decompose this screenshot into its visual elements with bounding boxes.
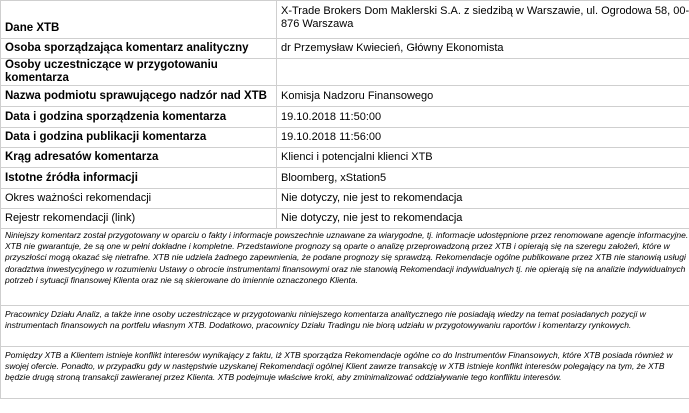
disclaimer-row bbox=[1, 306, 689, 347]
row-value bbox=[277, 59, 689, 86]
row-label: Okres ważności rekomendacji bbox=[1, 189, 277, 209]
row-label: Dane XTB bbox=[1, 1, 277, 39]
row-value: Nie dotyczy, nie jest to rekomendacja bbox=[277, 209, 689, 229]
table-row bbox=[1, 189, 689, 209]
row-label: Osoba sporządzająca komentarz analityczny bbox=[1, 39, 277, 59]
row-label: Nazwa podmiotu sprawującego nadzór nad XTB bbox=[1, 86, 277, 107]
disclaimer-text: Pracownicy Działu Analiz, a także inne osoby uczestniczące w przygotowaniu niniejszego komentarza analitycznego nie posiadają wiedzy na temat posiadanych pozycji w instrumentach finansowych na portfelu własnym XTB. Dodatkowo, pracownicy Działu Tradingu nie biorą udziału w przygotowywaniu raportów i komentarzy rynkowych. bbox=[1, 306, 689, 347]
table-row bbox=[1, 1, 689, 39]
disclaimer-row bbox=[1, 229, 689, 306]
disclaimer-row bbox=[1, 347, 689, 399]
table-row bbox=[1, 168, 689, 189]
table-row bbox=[1, 128, 689, 148]
disclaimer-text: Pomiędzy XTB a Klientem istnieje konflikt interesów wynikający z faktu, iż XTB sporządza Rekomendacje ogólne co do Instrumentów Finansowych, które XTB posiada również w swojej ofercie. Ponadto, w przypadku gdy w następstwie uzyskanej Rekomendacji ogólnej Klient zawrze transakcję w XTB istnieje konflikt interesów polegający na tym, że XTB będzie drugą stroną transakcji zawieranej przez Klienta. XTB podejmuje właściwe kroki, aby zminimalizować oddziaływanie tego konfliktu interesów. bbox=[1, 347, 689, 399]
table-row bbox=[1, 107, 689, 128]
disclaimer-text: Niniejszy komentarz został przygotowany w oparciu o fakty i informacje powszechnie uznawane za wiarygodne, tj. informacje udostępnione przez renomowane agencje informacyjne. XTB nie gwarantuje, że są one w pełni dokładne i kompletne. Przedstawione prognozy są oparte o analizę przeprowadzoną przez XTB i opierają się na szeregu założeń, które w przyszłości mogą okazać się nietrafne. XTB nie udziela żadnego zapewnienia, że podane prognozy się sprawdzą. Rekomendacje ogólne publikowane przez XTB nie stanowią usługi doradztwa inwestycyjnego w rozumieniu Ustawy o obrocie instrumentami finansowymi oraz nie stanowią Rekomendacji indywidualnych tj. nie opierają się na analizie indywidualnych potrzeb i sytuacji finansowej Klienta oraz nie są skierowane do imiennie oznaczonego Klienta. bbox=[1, 229, 689, 306]
row-value: Nie dotyczy, nie jest to rekomendacja bbox=[277, 189, 689, 209]
row-value: X-Trade Brokers Dom Maklerski S.A. z siedzibą w Warszawie, ul. Ogrodowa 58, 00-876 Warszawa bbox=[277, 1, 689, 39]
row-label: Krąg adresatów komentarza bbox=[1, 148, 277, 168]
table-row bbox=[1, 59, 689, 86]
row-value: 19.10.2018 11:50:00 bbox=[277, 107, 689, 128]
row-label: Data i godzina sporządzenia komentarza bbox=[1, 107, 277, 128]
row-value: dr Przemysław Kwiecień, Główny Ekonomista bbox=[277, 39, 689, 59]
row-label: Data i godzina publikacji komentarza bbox=[1, 128, 277, 148]
table-row bbox=[1, 39, 689, 59]
table-row bbox=[1, 86, 689, 107]
row-label: Osoby uczestniczące w przygotowaniu komentarza bbox=[1, 59, 277, 86]
row-value: Bloomberg, xStation5 bbox=[277, 168, 689, 189]
row-value: Klienci i potencjalni klienci XTB bbox=[277, 148, 689, 168]
table-row bbox=[1, 148, 689, 168]
row-value: 19.10.2018 11:56:00 bbox=[277, 128, 689, 148]
row-label: Istotne źródła informacji bbox=[1, 168, 277, 189]
row-label: Rejestr rekomendacji (link) bbox=[1, 209, 277, 229]
row-value: Komisja Nadzoru Finansowego bbox=[277, 86, 689, 107]
table-row bbox=[1, 209, 689, 229]
